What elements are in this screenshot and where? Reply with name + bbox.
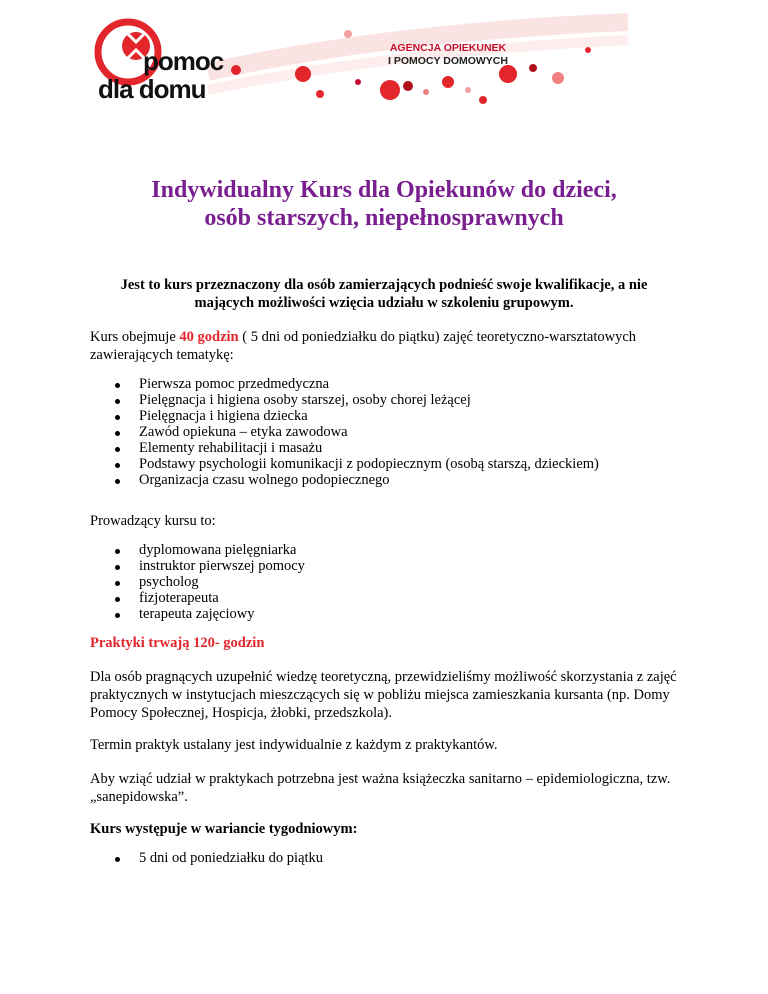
page-title <box>0 176 768 232</box>
decor-dot <box>529 64 537 72</box>
sanepid-paragraph: Aby wziąć udział w praktykach potrzebna jest ważna książeczka sanitarno – epidemiologiczna, tzw. „sanepidowska”. <box>90 771 671 805</box>
decor-dot <box>423 89 429 95</box>
decor-dot <box>403 81 413 91</box>
decor-dot <box>295 66 311 82</box>
decor-dot <box>442 76 454 88</box>
instructors-label: Prowadzący kursu to: <box>90 513 216 529</box>
logo-word-pomoc: pomoc <box>143 46 224 76</box>
list-item: psycholog <box>90 574 305 590</box>
variants-list <box>90 850 323 866</box>
list-item: Zawód opiekuna – etyka zawodowa <box>90 424 599 440</box>
practice-paragraph: Dla osób pragnących uzupełnić wiedzę teoretyczną, przewidzieliśmy możliwość skorzystania z zajęć praktycznych w instytucjach mieszczących się w pobliżu miejsca zamieszkania kursanta (np. Domy Pomocy Społecznej, Hospicja, żłobki, przedszkola). <box>90 669 677 721</box>
list-item: instruktor pierwszej pomocy <box>90 558 305 574</box>
list-item: Pierwsza pomoc przedmedyczna <box>90 376 599 392</box>
header-banner <box>88 12 638 112</box>
title-line-2: osób starszych, niepełnosprawnych <box>204 205 564 231</box>
list-item: 5 dni od poniedziałku do piątku <box>90 850 323 866</box>
decor-dot <box>344 30 352 38</box>
course-description <box>90 328 690 364</box>
list-item: Pielęgnacja i higiena osoby starszej, osoby chorej leżącej <box>90 392 599 408</box>
topics-list <box>90 376 599 488</box>
course-suffix: ( 5 dni od poniedziałku do piątku) zajęć teoretyczno-warsztatowych zawierających tematykę: <box>90 329 637 363</box>
decor-dot <box>552 72 564 84</box>
list-item: fizjoterapeuta <box>90 590 305 606</box>
decor-dot <box>465 87 471 93</box>
decor-dot <box>380 80 400 100</box>
decor-dot <box>355 79 361 85</box>
list-item: dyplomowana pielęgniarka <box>90 542 305 558</box>
decor-dot <box>585 47 591 53</box>
agency-name <box>378 42 518 68</box>
logo-word-dla-domu: dla domu <box>98 74 206 104</box>
agency-line-2: I POMOCY DOMOWYCH <box>388 55 508 67</box>
decor-dot <box>479 96 487 104</box>
term-paragraph: Termin praktyk ustalany jest indywidualnie z każdym z praktykantów. <box>90 737 498 753</box>
decor-dot <box>231 65 241 75</box>
list-item: terapeuta zajęciowy <box>90 606 305 622</box>
title-line-1: Indywidualny Kurs dla Opiekunów do dzieci, <box>151 177 617 203</box>
list-item: Elementy rehabilitacji i masażu <box>90 440 599 456</box>
list-item: Podstawy psychologii komunikacji z podopiecznym (osobą starszą, dzieckiem) <box>90 456 599 472</box>
variant-heading: Kurs występuje w wariancie tygodniowym: <box>90 821 358 837</box>
course-prefix: Kurs obejmuje <box>90 329 180 345</box>
practice-heading: Praktyki trwają 120- godzin <box>90 635 265 651</box>
intro-paragraph: Jest to kurs przeznaczony dla osób zamierzających podnieść swoje kwalifikacje, a nie mających możliwości wzięcia udziału w szkoleniu grupowym. <box>120 277 648 311</box>
course-hours: 40 godzin <box>179 329 239 345</box>
list-item: Pielęgnacja i higiena dziecka <box>90 408 599 424</box>
agency-line-1: AGENCJA OPIEKUNEK <box>389 42 507 54</box>
instructors-list <box>90 542 305 622</box>
list-item: Organizacja czasu wolnego podopiecznego <box>90 472 599 488</box>
decor-dot <box>316 90 324 98</box>
